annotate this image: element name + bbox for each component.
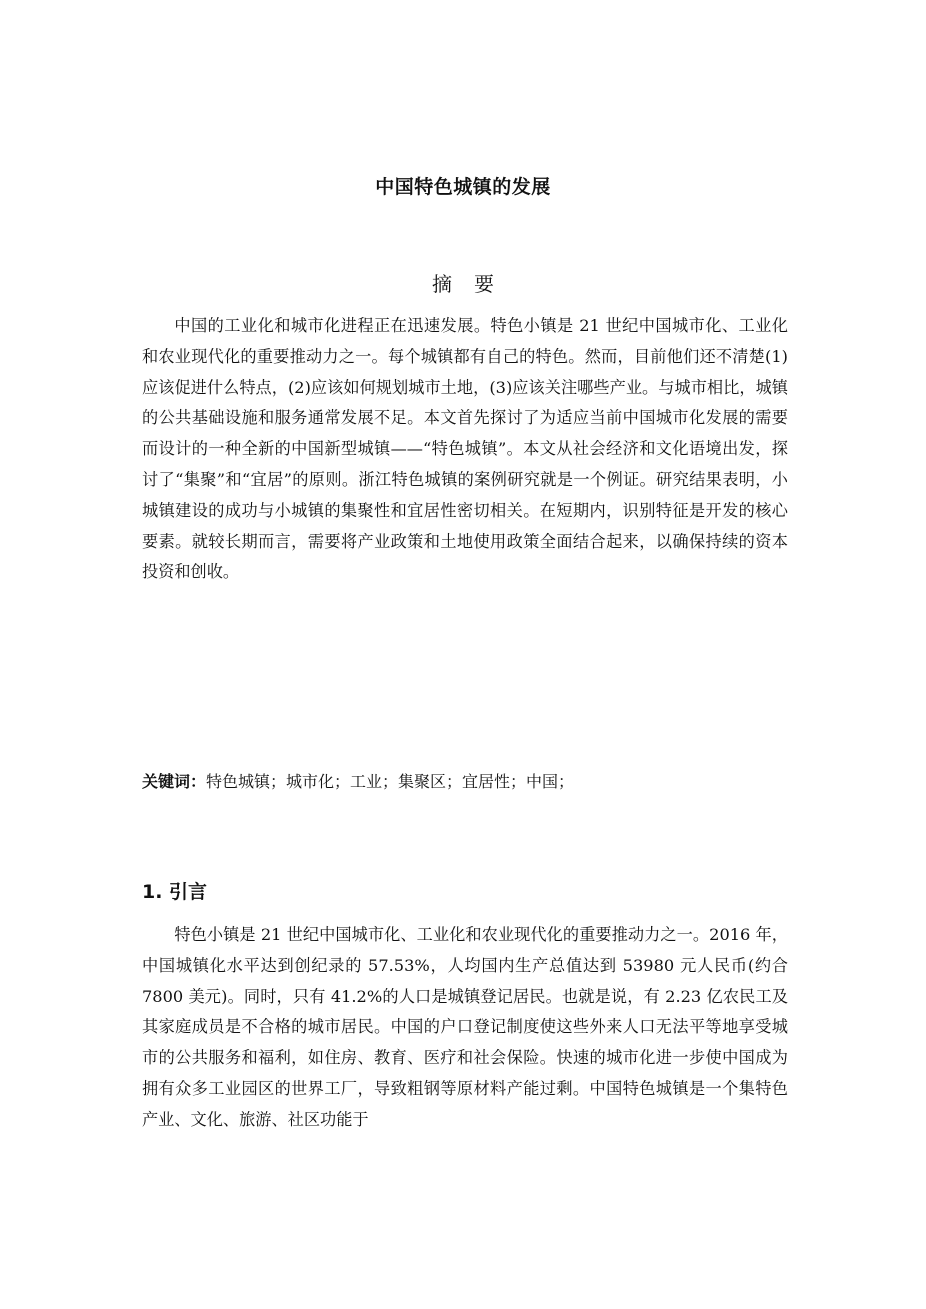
abstract-paragraph: 中国的工业化和城市化进程正在迅速发展。特色小镇是 21 世纪中国城市化、工业化和农业现代化的重要推动力之一。每个城镇都有自己的特色。然而，目前他们还不清楚(1)应该促进什么特点，(2)应该如何规划城市土地，(3)应该关注哪些产业。与城市相比，城镇的公共基础设施和服务通常发展不足。本文首先探讨了为适应当前中国城市化发展的需要而设计的一种全新的中国新型城镇——“特色城镇”。本文从社会经济和文化语境出发，探讨了“集聚”和“宜居”的原则。浙江特色城镇的案例研究就是一个例证。研究结果表明，小城镇建设的成功与小城镇的集聚性和宜居性密切相关。在短期内，识别特征是开发的核心要素。就较长期而言，需要将产业政策和土地使用政策全面结合起来，以确保持续的资本投资和创收。 [142,316,788,582]
document-title: 中国特色城镇的发展 [375,176,551,198]
section-heading-introduction: 1. 引言 [142,881,208,903]
keywords-line [142,770,574,794]
keywords-list: 特色城镇；城市化；工业；集聚区；宜居性；中国； [206,772,575,791]
keywords-label: 关键词： [142,772,207,791]
abstract-heading: 摘要 [432,272,516,296]
introduction-paragraph: 特色小镇是 21 世纪中国城市化、工业化和农业现代化的重要推动力之一。2016 年，中国城镇化水平达到创纪录的 57.53%，人均国内生产总值达到 53980 元人民币(约合 7800 美元)。同时，只有 41.2%的人口是城镇登记居民。也就是说，有 2.23 亿农民工及其家庭成员是不合格的城市居民。中国的户口登记制度使这些外来人口无法平等地享受城市的公共服务和福利，如住房、教育、医疗和社会保险。快速的城市化进一步使中国成为拥有众多工业园区的世界工厂，导致粗钢等原材料产能过剩。中国特色城镇是一个集特色产业、文化、旅游、社区功能于 [142,925,788,1129]
